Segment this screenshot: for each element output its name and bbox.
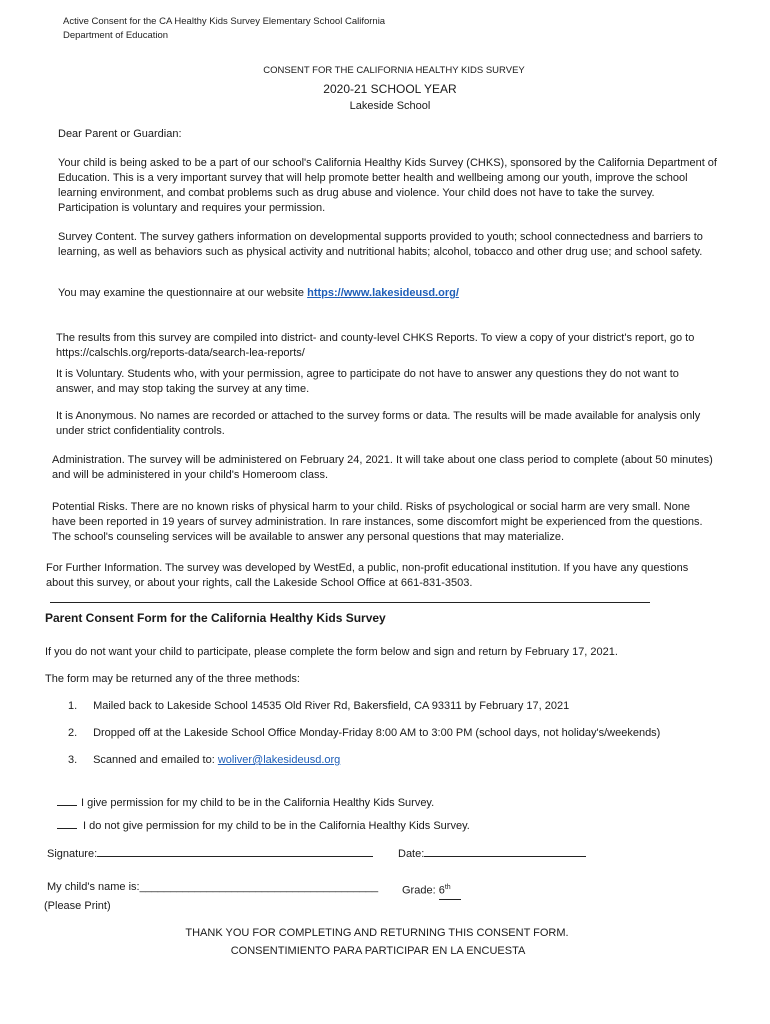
header-line-2: Department of Education bbox=[63, 30, 169, 41]
consent-title: CONSENT FOR THE CALIFORNIA HEALTHY KIDS SURVEY bbox=[263, 65, 525, 76]
signature-label: Signature: bbox=[47, 848, 98, 860]
method-text: Mailed back to Lakeside School 14535 Old River Rd, Bakersfield, CA 93311 by February 17, 2021 bbox=[93, 700, 570, 712]
methods-intro: The form may be returned any of the three methods: bbox=[45, 673, 300, 685]
section-divider bbox=[50, 602, 650, 603]
thank-you-line: THANK YOU FOR COMPLETING AND RETURNING THIS CONSENT FORM. bbox=[185, 927, 569, 939]
method-text: Scanned and emailed to: bbox=[93, 754, 215, 766]
grade-label: Grade: bbox=[402, 884, 436, 897]
date-row bbox=[398, 847, 586, 862]
header-line-1: Active Consent for the CA Healthy Kids Survey Elementary School California bbox=[63, 16, 386, 27]
grade-row bbox=[402, 880, 461, 900]
school-name: Lakeside School bbox=[349, 100, 431, 112]
examine-line bbox=[58, 286, 459, 301]
greeting: Dear Parent or Guardian: bbox=[58, 128, 182, 140]
survey-content-paragraph: Survey Content. The survey gathers information on developmental supports provided to youth; school connectedness and barriers to learning, as well as behaviors such as physical activity and nutritional habits; alcohol, tobacco and other drug use; and school safety. bbox=[58, 231, 703, 258]
give-permission-blank[interactable] bbox=[57, 805, 77, 806]
give-permission-option[interactable] bbox=[57, 796, 434, 811]
school-year-title: 2020-21 SCHOOL YEAR bbox=[323, 82, 457, 96]
risks-paragraph: Potential Risks. There are no known risks of physical harm to your child. Risks of psychological or social harm are very small. None have been reported in 19 years of survey administration. In rare instances, some discomfort might be experienced from the questions. The school's counseling services will be available to answer any personal questions that may materialize. bbox=[52, 501, 703, 543]
grade-suffix: th bbox=[444, 884, 451, 891]
grade-field[interactable] bbox=[439, 880, 461, 900]
child-name-field[interactable]: _______________________________________ bbox=[139, 881, 379, 893]
form-instruction: If you do not want your child to participate, please complete the form below and sign and return by February 17, 2021. bbox=[45, 646, 618, 658]
no-permission-blank[interactable] bbox=[57, 828, 77, 829]
child-name-row bbox=[47, 880, 378, 895]
method-item-3 bbox=[68, 753, 340, 768]
date-field[interactable] bbox=[424, 856, 586, 857]
examine-text: You may examine the questionnaire at our website bbox=[58, 287, 305, 299]
spanish-title-line: CONSENTIMIENTO PARA PARTICIPAR EN LA ENCUESTA bbox=[230, 945, 526, 957]
document-header bbox=[63, 15, 385, 43]
form-heading: Parent Consent Form for the California Healthy Kids Survey bbox=[45, 611, 386, 625]
child-name-label: My child's name is: bbox=[47, 881, 140, 893]
give-permission-label: I give permission for my child to be in the California Healthy Kids Survey. bbox=[81, 797, 435, 809]
further-info-paragraph: For Further Information. The survey was developed by WestEd, a public, non-profit educational institution. If you have any questions about this survey, or about your rights, call the Lakeside School Office at 661-831-3503. bbox=[46, 562, 689, 589]
signature-field[interactable] bbox=[97, 856, 373, 857]
method-number: 3. bbox=[68, 754, 78, 766]
method-text: Dropped off at the Lakeside School Office Monday-Friday 8:00 AM to 3:00 PM (school days, not holiday's/weekends) bbox=[93, 727, 661, 739]
website-link[interactable]: https://www.lakesideusd.org/ bbox=[307, 287, 459, 299]
results-paragraph: The results from this survey are compiled into district- and county-level CHKS Reports. To view a copy of your district's report, go to https://calschls.org/reports-data/search-lea-reports/ bbox=[56, 332, 695, 359]
intro-paragraph: Your child is being asked to be a part of our school's California Healthy Kids Survey (CHKS), sponsored by the California Department of Education. This is a very important survey that will help promote better health and wellbeing among our youth, improve the school learning environment, and combat problems such as drug abuse and violence. Your child does not have to take the survey. Participation is voluntary and requires your permission. bbox=[58, 157, 717, 214]
signature-row bbox=[47, 847, 373, 862]
no-permission-label: I do not give permission for my child to be in the California Healthy Kids Survey. bbox=[83, 820, 470, 832]
please-print-note: (Please Print) bbox=[44, 900, 111, 912]
email-link[interactable]: woliver@lakesideusd.org bbox=[217, 754, 341, 766]
date-label: Date: bbox=[398, 848, 425, 860]
method-item-1 bbox=[68, 699, 569, 714]
method-item-2 bbox=[68, 726, 660, 741]
grade-value: 6 bbox=[438, 884, 445, 897]
administration-paragraph: Administration. The survey will be administered on February 24, 2021. It will take about one class period to complete (about 50 minutes) and will be administered in your child's Homeroom class. bbox=[52, 454, 713, 481]
voluntary-paragraph: It is Voluntary. Students who, with your permission, agree to participate do not have to answer any questions they do not want to answer, and may stop taking the survey at any time. bbox=[56, 368, 679, 395]
method-number: 1. bbox=[68, 700, 78, 712]
anonymous-paragraph: It is Anonymous. No names are recorded or attached to the survey forms or data. The results will be made available for analysis only under strict confidentiality controls. bbox=[56, 410, 701, 437]
method-number: 2. bbox=[68, 727, 78, 739]
no-permission-option[interactable] bbox=[57, 819, 470, 834]
